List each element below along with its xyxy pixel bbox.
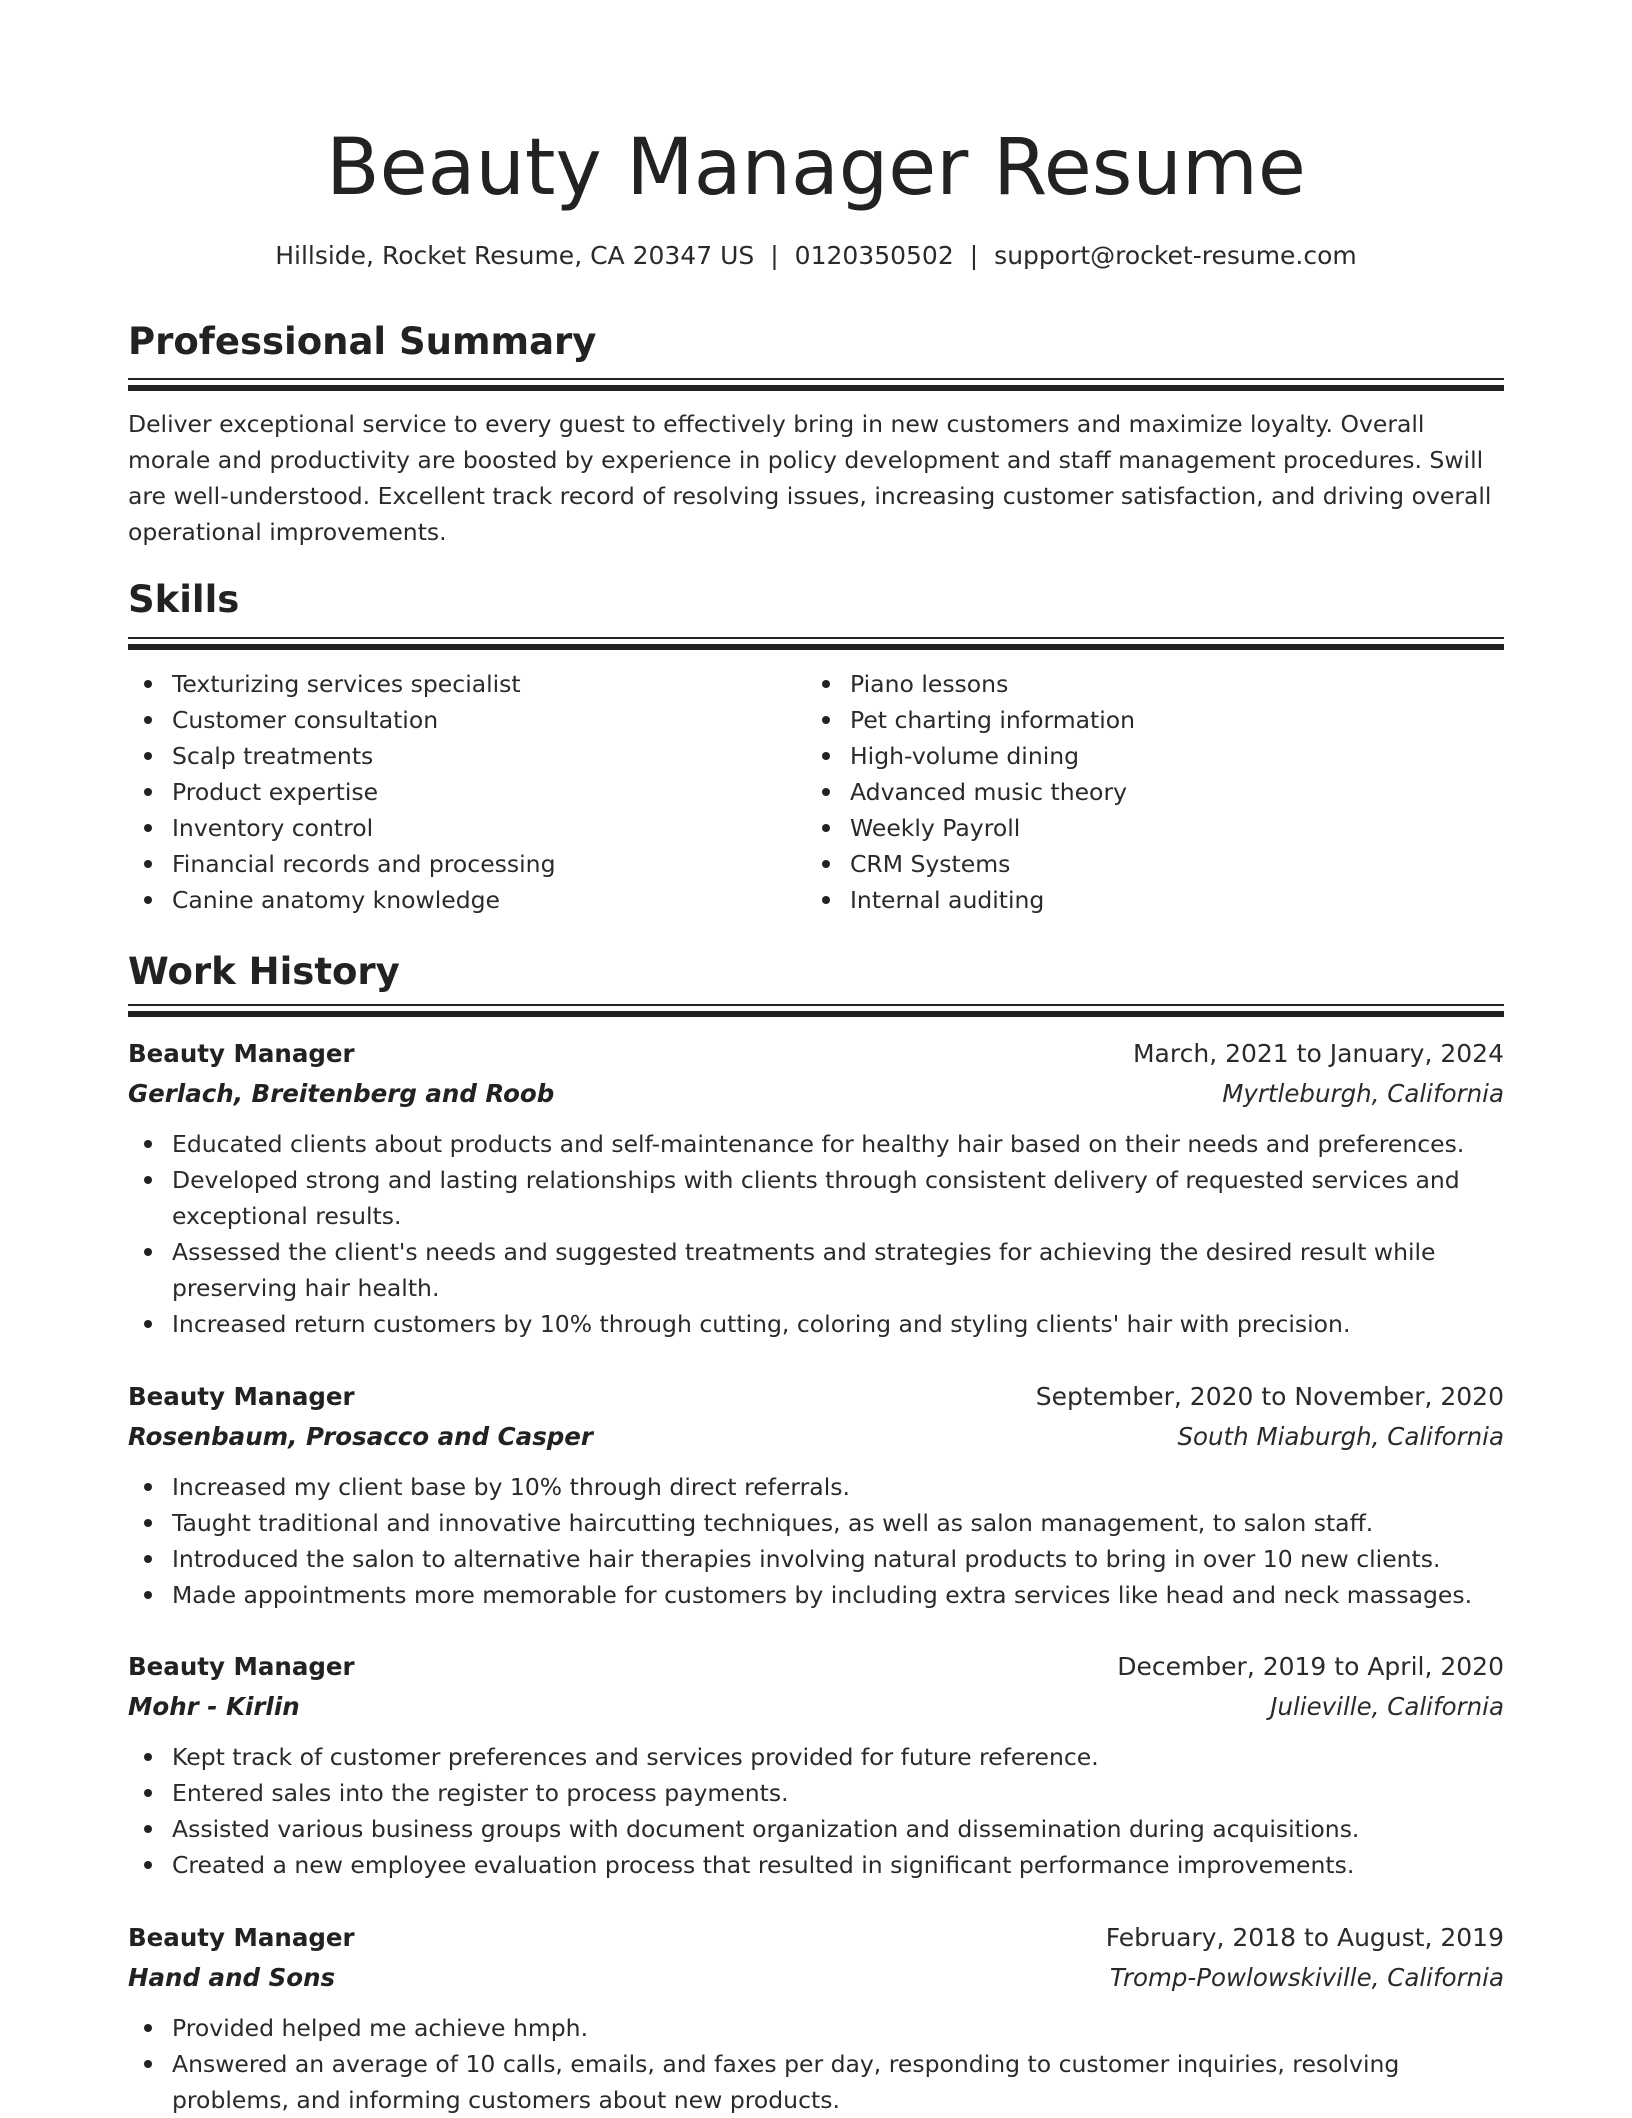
- contact-separator: |: [770, 241, 779, 270]
- job-title: Beauty Manager: [128, 1382, 355, 1411]
- job-title: Beauty Manager: [128, 1652, 355, 1681]
- job-entry: [128, 1647, 1504, 1883]
- contact-email[interactable]: support@rocket-resume.com: [994, 241, 1357, 270]
- skill-item: Canine anatomy knowledge: [128, 882, 798, 918]
- job-location: Myrtleburgh, California: [1222, 1079, 1504, 1108]
- job-company: Hand and Sons: [128, 1963, 336, 1992]
- skill-item: Pet charting information: [806, 702, 1504, 738]
- skill-item: Piano lessons: [806, 666, 1504, 702]
- job-entry: [128, 1034, 1504, 1342]
- job-company: Gerlach, Breitenberg and Roob: [128, 1079, 555, 1108]
- job-bullet: Created a new employee evaluation process that resulted in significant performance improvements.: [128, 1847, 1504, 1883]
- skill-item: Product expertise: [128, 774, 798, 810]
- job-bullet: Taught traditional and innovative haircutting techniques, as well as salon management, to salon staff.: [128, 1505, 1504, 1541]
- job-bullet: Increased return customers by 10% through cutting, coloring and styling clients' hair with precision.: [128, 1306, 1504, 1342]
- section-divider: [128, 1004, 1504, 1018]
- job-bullet: Made appointments more memorable for customers by including extra services like head and neck massages.: [128, 1577, 1504, 1613]
- section-divider: [128, 378, 1504, 392]
- job-title: Beauty Manager: [128, 1039, 355, 1068]
- job-bullet: Kept track of customer preferences and services provided for future reference.: [128, 1739, 1504, 1775]
- skills-heading: Skills: [128, 578, 240, 621]
- summary-text: Deliver exceptional service to every guest to effectively bring in new customers and maximize loyalty. Overall morale and productivity are boosted by experience in policy development and staff management procedures. Swill are well-understood. Excellent track record of resolving issues, increasing customer satisfaction, and driving overall operational improvements.: [128, 410, 1492, 546]
- job-dates: September, 2020 to November, 2020: [1035, 1382, 1504, 1411]
- contact-line: [128, 238, 1504, 274]
- skill-item: Advanced music theory: [806, 774, 1504, 810]
- skill-item: Weekly Payroll: [806, 810, 1504, 846]
- skill-item: Internal auditing: [806, 882, 1504, 918]
- job-bullet: Developed strong and lasting relationships with clients through consistent delivery of requested services and exceptional results.: [128, 1162, 1504, 1234]
- job-title: Beauty Manager: [128, 1923, 355, 1952]
- skill-item: Texturizing services specialist: [128, 666, 798, 702]
- skill-item: Customer consultation: [128, 702, 798, 738]
- job-location: Julieville, California: [1270, 1692, 1504, 1721]
- job-dates: March, 2021 to January, 2024: [1132, 1039, 1504, 1068]
- skills-list-left: [128, 666, 798, 918]
- job-entry: [128, 1918, 1504, 2118]
- skills-list-right: [806, 666, 1504, 918]
- contact-address: Hillside, Rocket Resume, CA 20347 US: [275, 241, 755, 270]
- contact-phone: 0120350502: [794, 241, 954, 270]
- skill-item: Financial records and processing: [128, 846, 798, 882]
- contact-separator: |: [969, 241, 979, 270]
- resume-title: Beauty Manager Resume: [326, 123, 1306, 213]
- job-bullet: Answered an average of 10 calls, emails, and faxes per day, responding to customer inquiries, resolving problems, and informing customers about new products.: [128, 2046, 1504, 2118]
- job-company: Mohr - Kirlin: [128, 1692, 300, 1721]
- skill-item: Scalp treatments: [128, 738, 798, 774]
- job-dates: February, 2018 to August, 2019: [1105, 1923, 1504, 1952]
- job-dates: December, 2019 to April, 2020: [1117, 1652, 1504, 1681]
- job-entry: [128, 1377, 1504, 1613]
- job-location: Tromp-Powlowskiville, California: [1109, 1963, 1504, 1992]
- job-bullet: Assessed the client's needs and suggested treatments and strategies for achieving the desired result while preserving hair health.: [128, 1234, 1504, 1306]
- skill-item: CRM Systems: [806, 846, 1504, 882]
- job-bullet: Assisted various business groups with document organization and dissemination during acquisitions.: [128, 1811, 1504, 1847]
- section-divider: [128, 637, 1504, 651]
- work-heading: Work History: [128, 950, 400, 993]
- job-company: Rosenbaum, Prosacco and Casper: [128, 1422, 594, 1451]
- job-bullet: Entered sales into the register to process payments.: [128, 1775, 1504, 1811]
- job-location: South Miaburgh, California: [1177, 1422, 1504, 1451]
- job-bullet: Provided helped me achieve hmph.: [128, 2010, 1504, 2046]
- skill-item: Inventory control: [128, 810, 798, 846]
- skill-item: High-volume dining: [806, 738, 1504, 774]
- job-bullet: Introduced the salon to alternative hair therapies involving natural products to bring in over 10 new clients.: [128, 1541, 1504, 1577]
- job-bullet: Increased my client base by 10% through direct referrals.: [128, 1469, 1504, 1505]
- summary-heading: Professional Summary: [128, 320, 597, 363]
- job-bullet: Educated clients about products and self-maintenance for healthy hair based on their needs and preferences.: [128, 1126, 1504, 1162]
